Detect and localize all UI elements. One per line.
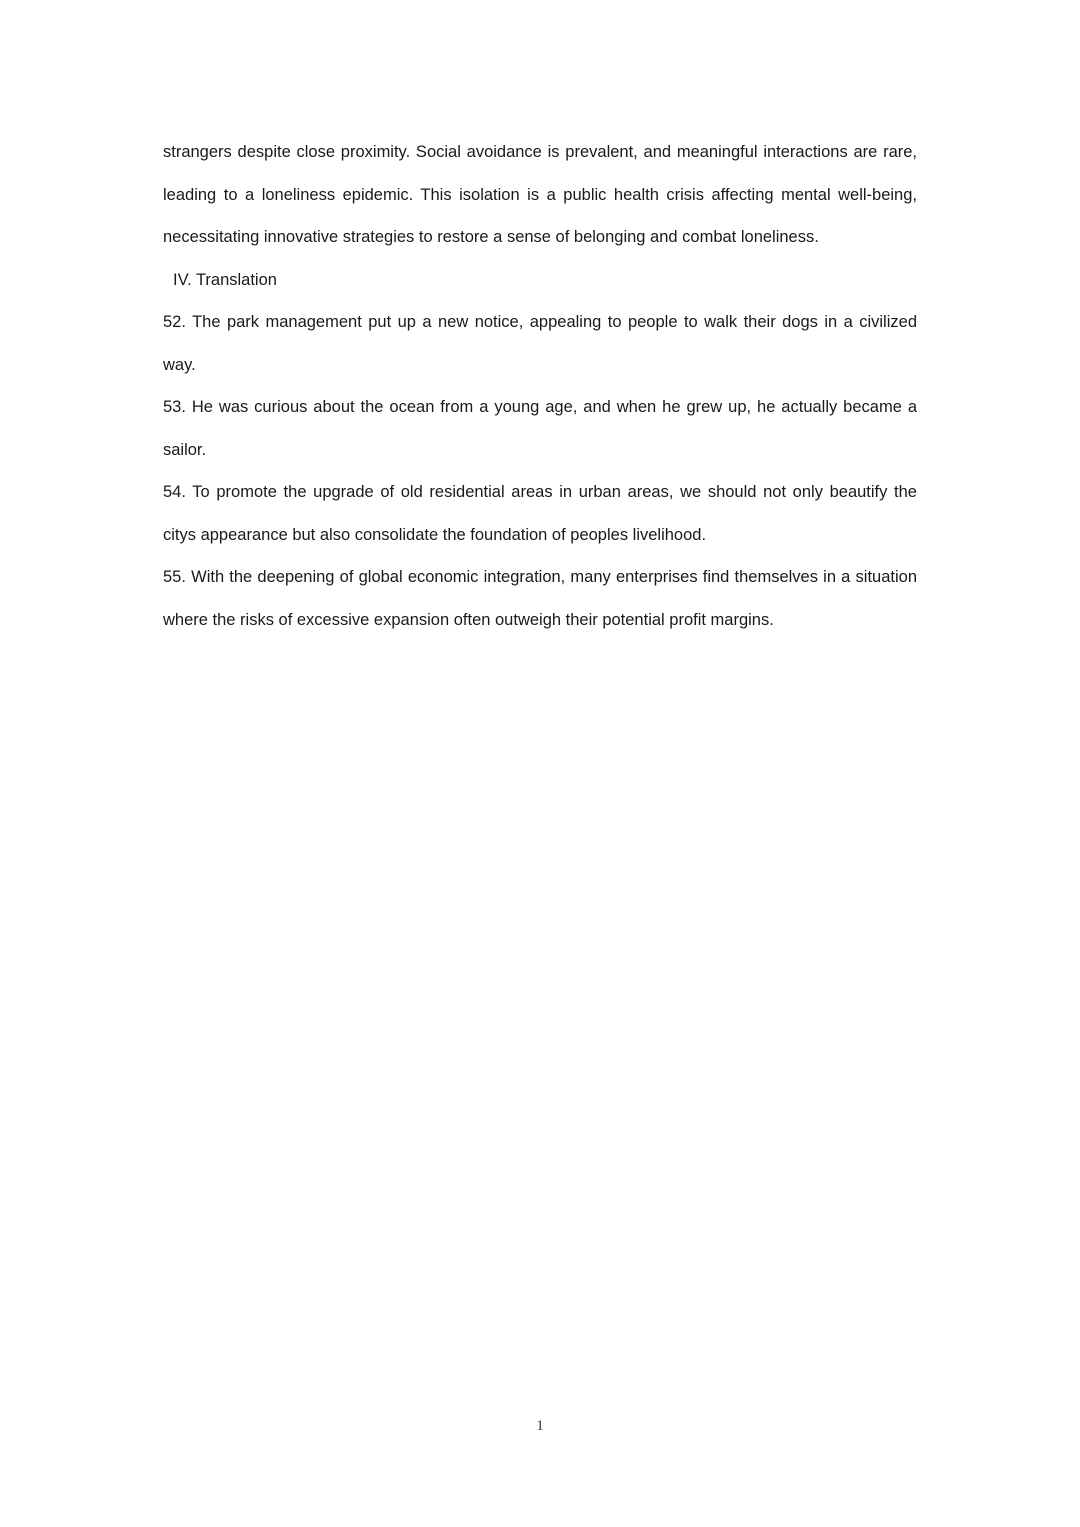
translation-item-54: 54. To promote the upgrade of old residential areas in urban areas, we should not only beautify the citys appearance but also consolidate the foundation of peoples livelihood. [163, 483, 917, 544]
translation-item-52: 52. The park management put up a new notice, appealing to people to walk their dogs in a civilized way. [163, 313, 917, 374]
translation-item-53: 53. He was curious about the ocean from a young age, and when he grew up, he actually became a sailor. [163, 398, 917, 459]
section-heading: IV. Translation [173, 270, 277, 289]
translation-item-55: 55. With the deepening of global economic integration, many enterprises find themselves in a situation where the risks of excessive expansion often outweigh their potential profit margins. [163, 568, 917, 629]
intro-paragraph: strangers despite close proximity. Social avoidance is prevalent, and meaningful interactions are rare, leading to a loneliness epidemic. This isolation is a public health crisis affecting mental well-being, necessitating innovative strategies to restore a sense of belonging and combat loneliness. [163, 143, 917, 246]
page-number: 1 [536, 1418, 544, 1434]
page-content [163, 131, 917, 641]
